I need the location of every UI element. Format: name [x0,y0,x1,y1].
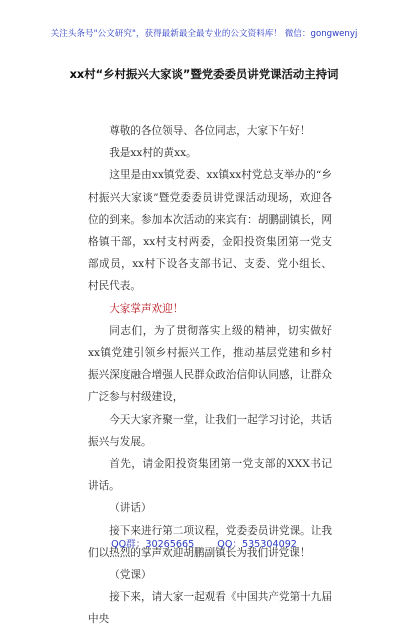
document-title: xx村“乡村振兴大家谈”暨党委委员讲党课活动主持词 [69,67,339,81]
host-intro-paragraph: 我是xx村的黄xx。 [109,147,197,160]
qq-number: QQ：535304092 [217,539,297,550]
applause-paragraph: 大家掌声欢迎！ [109,302,184,315]
speech-marker: （讲话） [109,502,152,515]
header-promo-note: 关注头条号"公文研究"，获得最新最全最专业的公文资料库！ 微信：gongwenyj [50,29,358,39]
first-agenda-paragraph: 首先，请金阳投资集团第一党支部的XXX书记讲话。 [88,458,332,493]
greeting-paragraph: 尊敬的各位领导、各位同志，大家下午好！ [109,125,311,137]
next-agenda-paragraph: 接下来，请大家一起观看《中国共产党第十九届中央 [88,591,332,626]
event-intro-paragraph: 这里是由xx镇党委、xx镇xx村党总支举办的“乡村振兴大家谈”暨党委委员讲党课活动现场，欢迎各位的到来。参加本次活动的来宾有：胡鹏副镇长，网格镇干部，xx村支村两委，金阳投资集团第一党支部成员，xx村下设各支部书记、支委、党小组长、村民代表。 [88,169,332,293]
gathering-paragraph: 今天大家齐聚一堂，让我们一起学习讨论，共话振兴与发展。 [88,413,332,448]
second-agenda-paragraph: 接下来进行第二项议程，党委委员讲党课。让我们以热烈的掌声欢迎胡鹏副镇长为我们讲党课！ [88,524,332,559]
qq-group-number: QQ群：30265665 [111,539,195,550]
document-body [88,120,332,631]
purpose-paragraph: 同志们，为了贯彻落实上级的精神，切实做好xx镇党建引领乡村振兴工作，推动基层党建和乡村振兴深度融合增强人民群众政治信仰认同感，让群众广泛参与村级建设， [88,324,332,404]
footer-contact [0,536,408,550]
party-lesson-marker: （党课） [109,569,152,582]
